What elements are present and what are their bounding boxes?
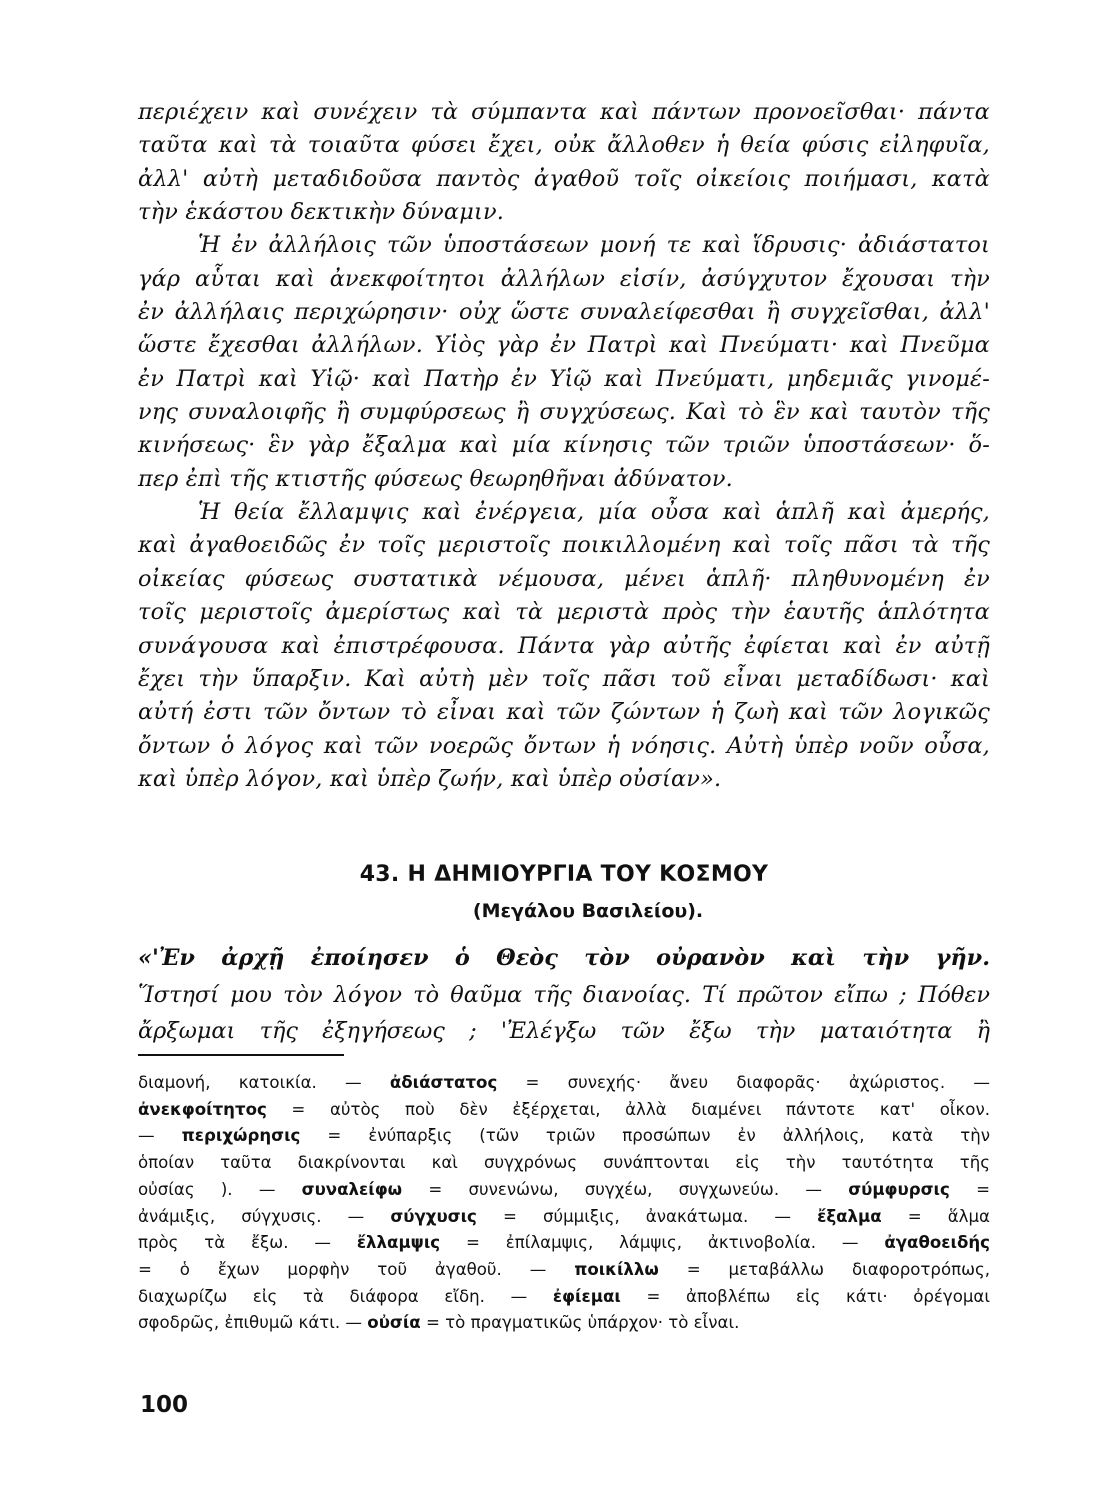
footnote-line: διαμονή, κατοικία. — ἀδιάστατος = συνεχής· ἄνευ διαφορᾶς· ἀχώριστος. — — [138, 1073, 990, 1092]
body-line: ἐν ἀλλήλαις περιχώρησιν· οὐχ ὥστε συναλείφεσθαι ἢ συγχεῖσθαι, ἀλλ' — [138, 299, 990, 326]
body-line: ἐν Πατρὶ καὶ Υἱῷ· καὶ Πατὴρ ἐν Υἱῷ καὶ Πνεύματι, μηδεμιᾶς γινομέ- — [138, 365, 990, 392]
body-line: Ἡ θεία ἔλλαμψις καὶ ἐνέργεια, μία οὖσα καὶ ἁπλῆ καὶ ἀμερής, — [198, 499, 990, 526]
body-line: ἔχει τὴν ὕπαρξιν. Καὶ αὐτὴ μὲν τοῖς πᾶσι τοῦ εἶναι μεταδίδωσι· καὶ — [138, 665, 990, 692]
footnote-line: σφοδρῶς, ἐπιθυμῶ κάτι. — οὐσία = τὸ πραγματικῶς ὑπάρχον· τὸ εἶναι. — [138, 1313, 740, 1333]
body-line: ἀλλ' αὐτὴ μεταδιδοῦσα παντὸς ἀγαθοῦ τοῖς οἰκείοις ποιήμασι, κατὰ — [138, 165, 990, 192]
footnotes — [138, 1070, 990, 1337]
body-line: οἰκείας φύσεως συστατικὰ νέμουσα, μένει ἁπλῆ· πληθυνομένη ἐν — [138, 565, 990, 592]
footnote-line: πρὸς τὰ ἔξω. — ἔλλαμψις = ἐπίλαμψις, λάμψις, ἀκτινοβολία. — ἀγαθοειδής — [138, 1233, 990, 1253]
body-line: συνάγουσα καὶ ἐπιστρέφουσα. Πάντα γὰρ αὐτῆς ἐφίεται καὶ ἐν αὐτῇ — [138, 632, 990, 659]
body-line: Ἡ ἐν ἀλλήλοις τῶν ὑποστάσεων μονή τε καὶ ἵδρυσις· ἀδιάστατοι — [198, 232, 990, 259]
footnote-line: ὁποίαν ταῦτα διακρίνονται καὶ συγχρόνως συνάπτονται εἰς τὴν ταυτότητα τῆς — [138, 1153, 990, 1173]
body-line: ὄντων ὁ λόγος καὶ τῶν νοερῶς ὄντων ἡ νόησις. Αὐτὴ ὑπὲρ νοῦν οὖσα, — [138, 732, 990, 759]
quote-line: Ἵστησί μου τὸν λόγον τὸ θαῦμα τῆς διανοίας. Τί πρῶτον εἴπω ; Πόθεν — [138, 981, 990, 1008]
footnote-line: διαχωρίζω εἰς τὰ διάφορα εἴδη. — ἐφίεμαι = ἀποβλέπω εἰς κάτι· ὀρέγομαι — [138, 1286, 990, 1306]
footnote-line: — περιχώρησις = ἐνύπαρξις (τῶν τριῶν προσώπων ἐν ἀλλήλοις, κατὰ τὴν — [138, 1126, 990, 1146]
body-line: αὐτή ἐστι τῶν ὄντων τὸ εἶναι καὶ τῶν ζώντων ἡ ζωὴ καὶ τῶν λογικῶς — [138, 699, 990, 726]
body-line: ταῦτα καὶ τὰ τοιαῦτα φύσει ἔχει, οὐκ ἄλλοθεν ἡ θεία φύσις εἰληφυῖα, — [138, 132, 990, 159]
footnote-line: οὐσίας ). — συναλείφω = συνενώνω, συγχέω, συγχωνεύω. — σύμφυρσις = — [138, 1179, 991, 1199]
section-title: 43. Η ΔΗΜΙΟΥΡΓΙΑ ΤΟΥ ΚΟΣΜΟΥ — [359, 862, 769, 887]
body-text — [138, 96, 990, 796]
footnote-line: ἀνεκφοίτητος = αὐτὸς ποὺ δὲν ἐξέρχεται, ἀλλὰ διαμένει πάντοτε κατ' οἶκον. — [138, 1099, 990, 1119]
body-line: ὥστε ἔχεσθαι ἀλλήλων. Υἱὸς γὰρ ἐν Πατρὶ καὶ Πνεύματι· καὶ Πνεῦμα — [138, 332, 990, 359]
body-line: νης συναλοιφῆς ἢ συμφύρσεως ἢ συγχύσεως. Καὶ τὸ ἓν καὶ ταυτὸν τῆς — [138, 399, 990, 426]
body-line: τὴν ἑκάστου δεκτικὴν δύναμιν. — [138, 199, 505, 226]
body-line: καὶ ἀγαθοειδῶς ἐν τοῖς μεριστοῖς ποικιλλομένη καὶ τοῖς πᾶσι τὰ τῆς — [138, 532, 990, 559]
footnote-line: = ὁ ἔχων μορφὴν τοῦ ἀγαθοῦ. — ποικίλλω = μεταβάλλω διαφοροτρόπως, — [138, 1259, 991, 1279]
scripture-quote — [138, 940, 990, 1050]
footnote-divider — [138, 1054, 344, 1056]
body-line: καὶ ὑπὲρ λόγον, καὶ ὑπὲρ ζωήν, καὶ ὑπὲρ οὐσίαν». — [138, 765, 722, 792]
quote-line: «'Ἐν ἀρχῇ ἐποίησεν ὁ Θεὸς τὸν οὐρανὸν καὶ τὴν γῆν. — [138, 945, 990, 971]
body-line: γάρ αὗται καὶ ἀνεκφοίτητοι ἀλλήλων εἰσίν, ἀσύγχυτον ἔχουσαι τὴν — [138, 265, 990, 292]
body-line: περ ἐπὶ τῆς κτιστῆς φύσεως θεωρηθῆναι ἀδύνατον. — [138, 465, 733, 492]
body-line: κινήσεως· ἓν γὰρ ἔξαλμα καὶ μία κίνησις τῶν τριῶν ὑποστάσεων· ὅ- — [138, 432, 990, 459]
body-line: περιέχειν καὶ συνέχειν τὰ σύμπαντα καὶ πάντων προνοεῖσθαι· πάντα — [138, 99, 990, 125]
body-line: τοῖς μεριστοῖς ἀμερίστως καὶ τὰ μεριστὰ πρὸς τὴν ἑαυτῆς ἁπλότητα — [138, 599, 990, 626]
section-subtitle: (Μεγάλου Βασιλείου). — [472, 900, 704, 922]
footnote-line: ἀνάμιξις, σύγχυσις. — σύγχυσις = σύμμιξις, ἀνακάτωμα. — ἔξαλμα = ἅλμα — [138, 1206, 990, 1226]
quote-line: ἄρξωμαι τῆς ἐξηγήσεως ; 'Ἐλέγξω τῶν ἔξω τὴν ματαιότητα ἢ — [138, 1018, 990, 1044]
page-number: 100 — [140, 1392, 189, 1418]
